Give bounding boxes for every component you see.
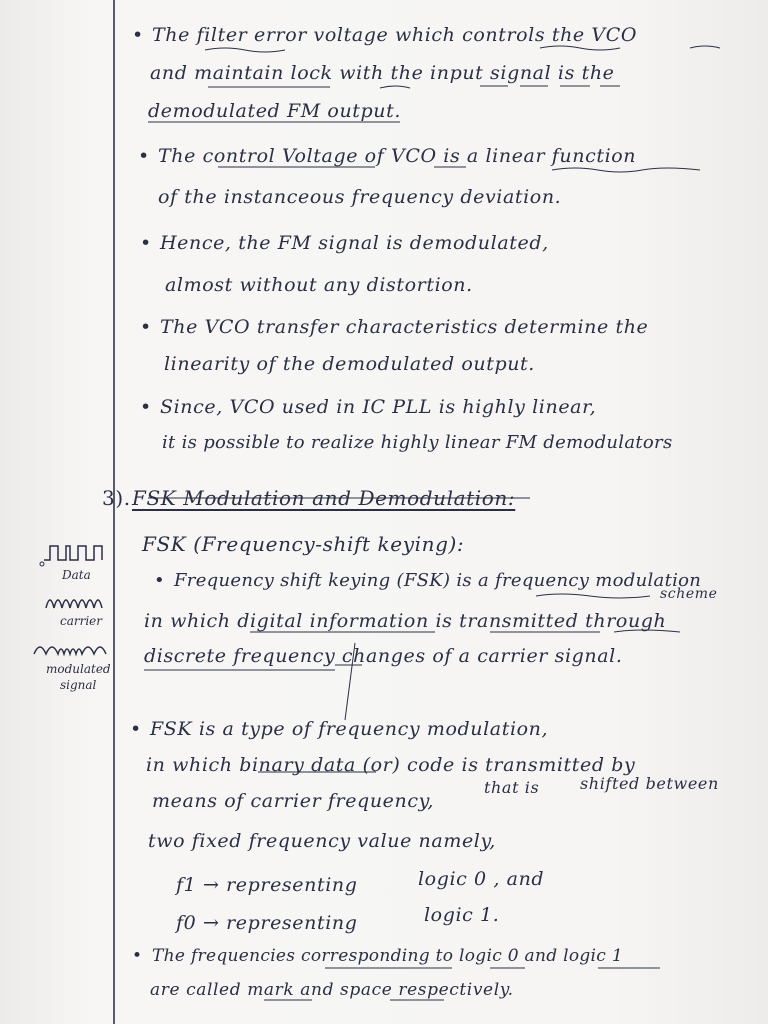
text-line: • The filter error voltage which controls the VCO xyxy=(152,24,637,46)
signal-label: signal xyxy=(60,678,97,692)
text-line: in which digital information is transmitted through xyxy=(144,610,667,632)
text-line: two fixed frequency value namely, xyxy=(148,830,496,852)
text-line: are called mark and space respectively. xyxy=(150,980,514,1000)
text-line: • The control Voltage of VCO is a linear function xyxy=(158,145,636,167)
section-number: 3). xyxy=(102,486,131,510)
carrier-label: carrier xyxy=(60,614,103,628)
text-line: f1 → representing xyxy=(176,874,358,896)
text-line: that is xyxy=(484,778,540,797)
text-line: logic 0 , and xyxy=(418,868,545,890)
text-line: almost without any distortion. xyxy=(165,274,473,296)
text-line: and maintain lock with the input signal is the xyxy=(150,62,615,84)
text-line: f0 → representing xyxy=(176,912,358,934)
text-line: shifted between xyxy=(580,774,719,793)
text-line: demodulated FM output. xyxy=(148,100,402,122)
text-line: scheme xyxy=(660,586,718,602)
text-line: linearity of the demodulated output. xyxy=(164,353,535,375)
text-line: means of carrier frequency, xyxy=(152,790,435,812)
text-line: logic 1. xyxy=(424,904,500,926)
text-line: • The VCO transfer characteristics determine the xyxy=(160,316,648,338)
text-line: • Since, VCO used in IC PLL is highly linear, xyxy=(160,396,596,418)
data-label: Data xyxy=(62,568,91,582)
subheading: FSK (Frequency-shift keying): xyxy=(142,532,465,556)
text-line: in which binary data (or) code is transmitted by xyxy=(146,754,636,776)
text-line: of the instanceous frequency deviation. xyxy=(158,186,562,208)
text-line: • FSK is a type of frequency modulation, xyxy=(150,718,548,740)
section-heading: FSK Modulation and Demodulation: xyxy=(132,486,516,510)
text-line: it is possible to realize highly linear FM demodulators xyxy=(162,432,673,453)
text-line: • The frequencies corresponding to logic 0 and logic 1 xyxy=(152,946,623,966)
text-line: discrete frequency changes of a carrier signal. xyxy=(144,645,623,667)
text-line: • Frequency shift keying (FSK) is a frequency modulation xyxy=(174,570,701,591)
modulated-label: modulated xyxy=(46,662,111,676)
text-line: • Hence, the FM signal is demodulated, xyxy=(160,232,549,254)
